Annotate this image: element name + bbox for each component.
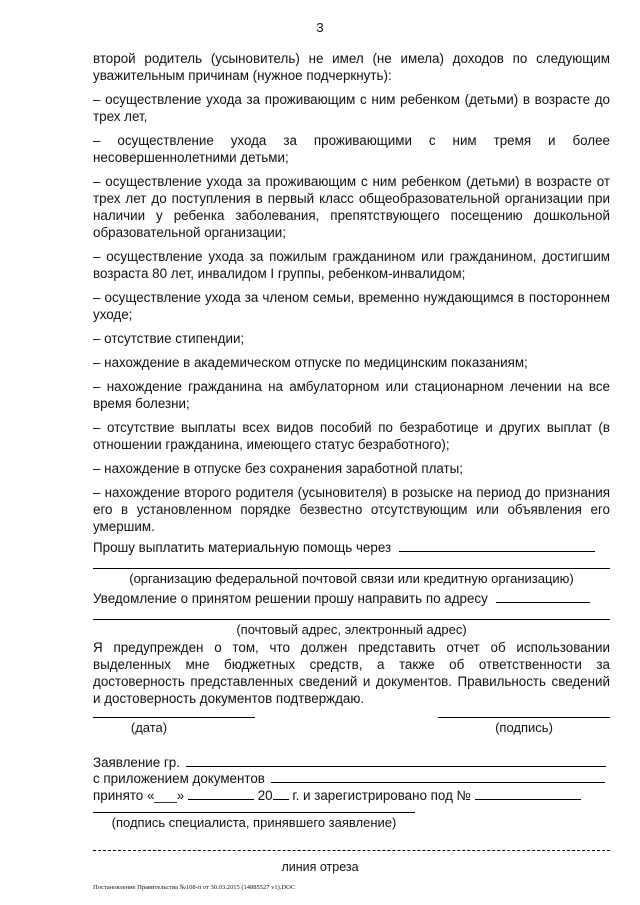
paragraph: второй родитель (усыновитель) не имел (не имела) доходов по следующим уважительным причинам (нужное подчеркнуть):: [93, 51, 610, 83]
page-number: 3: [316, 20, 324, 35]
paragraph: – отсутствие выплаты всех видов пособий по безработице и других выплат (в отношении гражданина, имеющего статус безработного);: [93, 420, 610, 452]
payment-caption: (организацию федеральной почтовой связи или кредитную организацию): [129, 571, 574, 586]
accepted-day-blank[interactable]: ___: [154, 788, 177, 803]
specialist-signature-field[interactable]: [93, 812, 415, 813]
application-label: Заявление гр.: [93, 755, 180, 770]
payment-field[interactable]: [399, 538, 595, 552]
accepted-row: [93, 786, 610, 803]
attachments-row: [93, 769, 610, 786]
accepted-prefix: принято «: [93, 788, 155, 803]
signature-caption: (подпись): [495, 720, 553, 735]
notify-caption: (почтовый адрес, электронный адрес): [236, 622, 467, 637]
paragraph: – осуществление ухода за членом семьи, временно нуждающимся в постороннем уходе;: [93, 290, 610, 322]
attachments-label: с приложением документов: [93, 771, 265, 786]
paragraph: – нахождение в отпуске без сохранения заработной платы;: [93, 461, 464, 476]
signature-field[interactable]: [438, 717, 610, 718]
notify-label: Уведомление о принятом решении прошу направить по адресу: [93, 591, 488, 606]
accepted-month-field[interactable]: [188, 786, 254, 800]
paragraph: – осуществление ухода за пожилым гражданином или гражданином, достигшим возраста 80 лет, инвалидом I группы, ребенком-инвалидом;: [93, 249, 610, 281]
date-field[interactable]: [93, 717, 255, 718]
paragraph: – осуществление ухода за проживающим с ним ребенком (детьми) в возрасте от трех лет до поступления в первый класс общеобразовательной организации при наличии у ребенка заболевания, препятствующего посещению дошкольной образовательной организации;: [93, 174, 610, 240]
paragraph: – нахождение в академическом отпуске по медицинским показаниям;: [93, 355, 528, 370]
paragraph: – отсутствие стипендии;: [93, 331, 245, 346]
specialist-caption: (подпись специалиста, принявшего заявление): [111, 815, 397, 830]
accepted-mid: »: [176, 788, 185, 803]
notify-address-field[interactable]: [496, 589, 590, 603]
payment-field-line2[interactable]: [93, 568, 610, 569]
cut-dashed-line: [93, 850, 610, 851]
date-caption: (дата): [130, 720, 168, 735]
payment-row: [93, 538, 610, 555]
year-suffix: г. и зарегистрировано под №: [292, 788, 471, 803]
document-footer: Постановление Правительства №108-п от 30.03.2015 (14885527 v1).DOC: [93, 884, 296, 891]
payment-label: Прошу выплатить материальную помощь через: [93, 540, 392, 555]
paragraph: – нахождение гражданина на амбулаторном или стационарном лечении на все время болезни;: [93, 379, 610, 411]
warning-text: Я предупрежден о том, что должен представить отчет об использовании выделенных мне бюджетных средств, а также об ответственности за достоверность представленных сведений и документов. Правильность сведений и достоверность документов подтверждаю.: [93, 640, 610, 706]
applicant-name-field[interactable]: [186, 753, 606, 767]
notify-address-line2[interactable]: [93, 619, 610, 620]
application-row: [93, 753, 610, 770]
registration-number-field[interactable]: [475, 786, 581, 800]
paragraph: – осуществление ухода за проживающими с ним тремя и более несовершеннолетними детьми;: [93, 133, 610, 165]
accepted-year-field[interactable]: [273, 786, 289, 800]
cut-line-label: линия отреза: [281, 860, 359, 874]
paragraph: – нахождение второго родителя (усыновителя) в розыске на период до признания его в установленном порядке безвестно отсутствующим или объявления его умершим.: [93, 485, 610, 534]
notify-row: [93, 589, 610, 606]
paragraph: – осуществление ухода за проживающим с ним ребенком (детьми) в возрасте до трех лет,: [93, 92, 610, 124]
year-prefix: 20: [257, 788, 273, 803]
document-body: [93, 50, 610, 542]
attachments-field[interactable]: [271, 769, 605, 783]
